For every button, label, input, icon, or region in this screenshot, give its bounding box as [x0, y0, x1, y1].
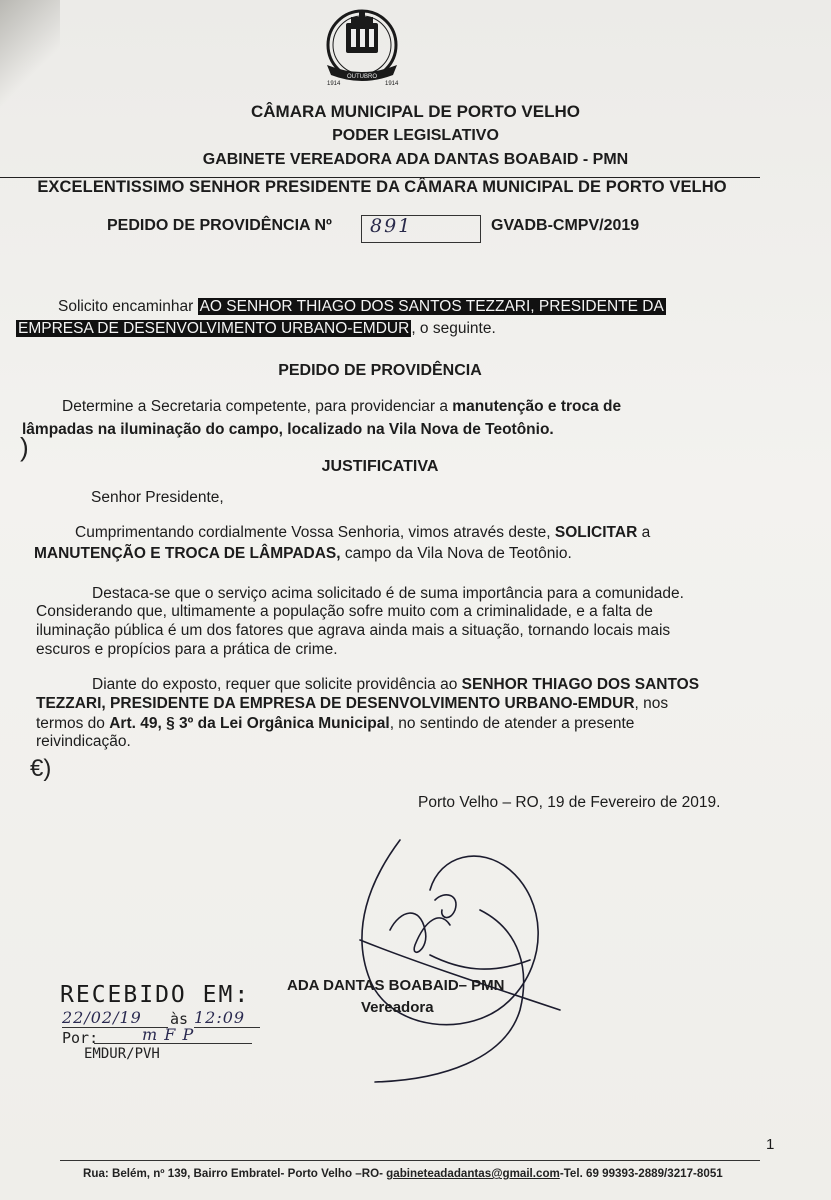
p1-end: a: [637, 524, 651, 541]
intro-highlight-2: EMPRESA DE DESENVOLVIMENTO URBANO-EMDUR: [18, 320, 410, 337]
institution-name: CÂMARA MUNICIPAL DE PORTO VELHO: [251, 102, 580, 121]
p1-plain-2: campo da Vila Nova de Teotônio.: [340, 545, 572, 562]
footer-email: gabineteadadantas@gmail.com: [386, 1167, 560, 1180]
p3-line-1: [92, 675, 699, 695]
stamp-org: EMDUR/PVH: [84, 1046, 160, 1062]
p3-line-2: [36, 694, 668, 714]
place-and-date: Porto Velho – RO, 19 de Fevereiro de 2019.: [418, 794, 721, 811]
stamp-at-label: às: [170, 1010, 189, 1028]
stamp-by-line: [94, 1043, 252, 1044]
p3-bold: SENHOR THIAGO DOS SANTOS: [461, 676, 700, 693]
footer-address-text: Rua: Belém, nº 139, Bairro Embratel- Porto Velho –RO-: [83, 1167, 387, 1180]
p2-line-4: escuros e propícios para a prática de crime.: [36, 641, 338, 658]
p1-line-2: [34, 544, 572, 564]
stamp-date-handwritten: 22/02/19: [62, 1008, 168, 1028]
p3-line-4: reivindicação.: [36, 733, 131, 750]
addressee-line: EXCELENTISSIMO SENHOR PRESIDENTE DA CÂMARA MUNICIPAL DE PORTO VELHO: [37, 178, 727, 196]
p3-plain: Diante do exposto, requer que solicite providência ao: [92, 676, 462, 693]
intro-line-2: [16, 319, 496, 339]
stamp-time-handwritten: 12:09: [194, 1008, 260, 1028]
section-title-pedido: PEDIDO DE PROVIDÊNCIA: [278, 362, 482, 379]
p2-line-2: Considerando que, ultimamente a população sofre muito com a criminalidade, e a falta de: [36, 603, 653, 620]
handwritten-signature-icon: [330, 810, 580, 1100]
p3-plain-3: termos do: [36, 715, 110, 732]
p1-line-1: [75, 523, 755, 543]
office-name: GABINETE VEREADORA ADA DANTAS BOABAID - PMN: [202, 151, 629, 168]
p2-line-1: Destaca-se que o serviço acima solicitado é de suma importância para a comunidade.: [92, 585, 684, 602]
stamp-by-handwritten: m F P: [142, 1025, 195, 1044]
p2-line-3: iluminação pública é um dos fatores que agrava ainda mais a situação, tornando locais mais: [36, 622, 671, 639]
signer-title: Vereadora: [361, 999, 434, 1016]
greeting: Senhor Presidente,: [91, 489, 224, 506]
stamp-title: RECEBIDO EM:: [60, 982, 251, 1008]
seal-year-left: 1914: [327, 81, 341, 87]
footer-address: [83, 1167, 723, 1180]
section1-bold-1: manutenção e troca de: [452, 398, 622, 415]
pedido-label: PEDIDO DE PROVIDÊNCIA Nº: [107, 217, 332, 234]
section1-line-1: [62, 397, 756, 417]
pedido-number-handwritten: 891: [370, 215, 413, 237]
intro-suffix: , o seguinte.: [411, 320, 496, 337]
p1-plain: Cumprimentando cordialmente Vossa Senhoria, vimos através deste,: [75, 524, 555, 541]
hole-punch-mark-2: €): [30, 755, 52, 782]
p3-line-3: [36, 714, 634, 734]
chamber-seal-emblem-icon: [313, 5, 411, 93]
p1-bold-2: MANUTENÇÃO E TROCA DE LÂMPADAS,: [34, 545, 341, 562]
footer-phones: -Tel. 69 99393-2889/3217-8051: [559, 1167, 723, 1180]
p3-end-2: , nos: [634, 695, 669, 712]
p3-end-3: , no sentindo de atender a presente: [389, 715, 635, 732]
pedido-code: GVADB-CMPV/2019: [491, 217, 640, 234]
intro-line-1: [58, 297, 666, 317]
footer-divider: [60, 1160, 760, 1161]
intro-prefix: Solicito encaminhar: [58, 298, 198, 315]
intro-highlight-1: AO SENHOR THIAGO DOS SANTOS TEZZARI, PRESIDENTE DA: [199, 298, 664, 315]
stamp-by-label: Por:: [62, 1029, 99, 1047]
p1-bold: SOLICITAR: [554, 524, 638, 541]
p3-bold-2: TEZZARI, PRESIDENTE DA EMPRESA DE DESENVOLVIMENTO URBANO-EMDUR: [36, 695, 635, 712]
signer-name: ADA DANTAS BOABAID– PMN: [287, 977, 505, 994]
hole-punch-mark-1: ): [20, 432, 29, 462]
section1-line-2: lâmpadas na iluminação do campo, localizado na Vila Nova de Teotônio.: [22, 421, 554, 438]
seal-ribbon-text: OUTUBRO: [347, 74, 377, 80]
section1-plain: Determine a Secretaria competente, para providenciar a: [62, 398, 453, 415]
p3-bold-3: Art. 49, § 3º da Lei Orgânica Municipal: [109, 715, 390, 732]
page-number: 1: [766, 1136, 775, 1153]
branch-name: PODER LEGISLATIVO: [332, 127, 499, 144]
section-title-justificativa: JUSTIFICATIVA: [321, 458, 439, 475]
seal-year-right: 1914: [385, 81, 399, 87]
